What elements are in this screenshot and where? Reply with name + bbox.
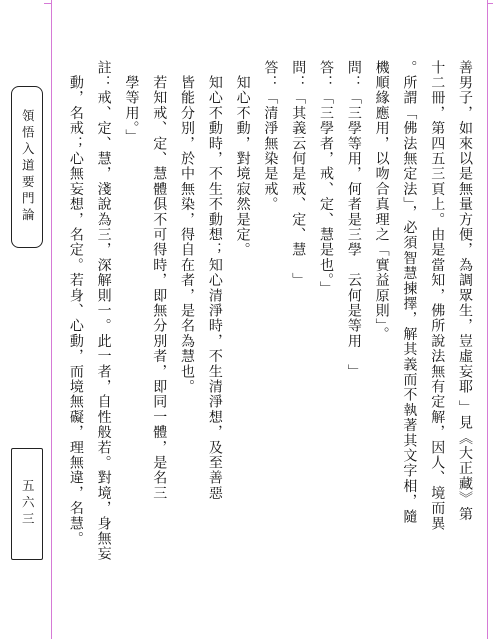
text-column: 善男子，如來以是無量方便，為調眾生，豈虛妄耶 」見《大正藏》第	[457, 60, 473, 522]
frame-left-line	[51, 0, 52, 639]
text-column: 問：「三學等用，何者是三學 云何是等用 」	[345, 60, 362, 380]
vertical-text-body	[58, 60, 478, 630]
page-number-box	[11, 448, 43, 560]
frame-right-cap	[487, 3, 493, 4]
text-column: 動，名戒；心無妄想，名定。若身、心動，而境無礙，理無違，名慧。	[67, 60, 84, 547]
text-column: 問：「其義云何是戒、定、慧 」	[290, 60, 307, 288]
text-column: 答：「三學者，戒、定、慧是也。」	[318, 60, 335, 297]
text-column: 答：「清淨無染是戒。	[262, 60, 279, 212]
text-column: 。所謂「佛法無定法」，必須智慧揀擇，解其義而不執著其文字相，隨	[401, 60, 418, 525]
text-column: 知心不動，對境寂然是定。	[234, 60, 251, 258]
text-column: 十二冊，第四五三頁上。由是當知，佛所說法無有定解，因人、境而異	[429, 60, 446, 532]
text-column: 註：戒、定、慧，淺說為三，深解則一。此一者，自性般若。對境，身無妄	[95, 60, 112, 562]
text-column: 學等用。」	[123, 60, 140, 145]
frame-left-cap	[44, 3, 51, 4]
text-column: 知心不動時，不生不動想；知心清淨時，不生清淨想，及至善惡	[206, 60, 223, 501]
book-title-box	[11, 86, 43, 248]
book-title: 領悟入道要門論	[20, 109, 36, 225]
text-column: 機順緣應用，以吻合真理之「實益原則」。	[373, 60, 390, 342]
text-column: 皆能分別，於中無染，得自在者，是名為慧也。	[179, 60, 196, 395]
page-number: 五六三	[20, 479, 36, 529]
text-column: 若知戒、定、慧體俱不可得時，即無分別者，即同一體，是名三	[151, 60, 168, 501]
frame-right-line	[487, 0, 488, 639]
